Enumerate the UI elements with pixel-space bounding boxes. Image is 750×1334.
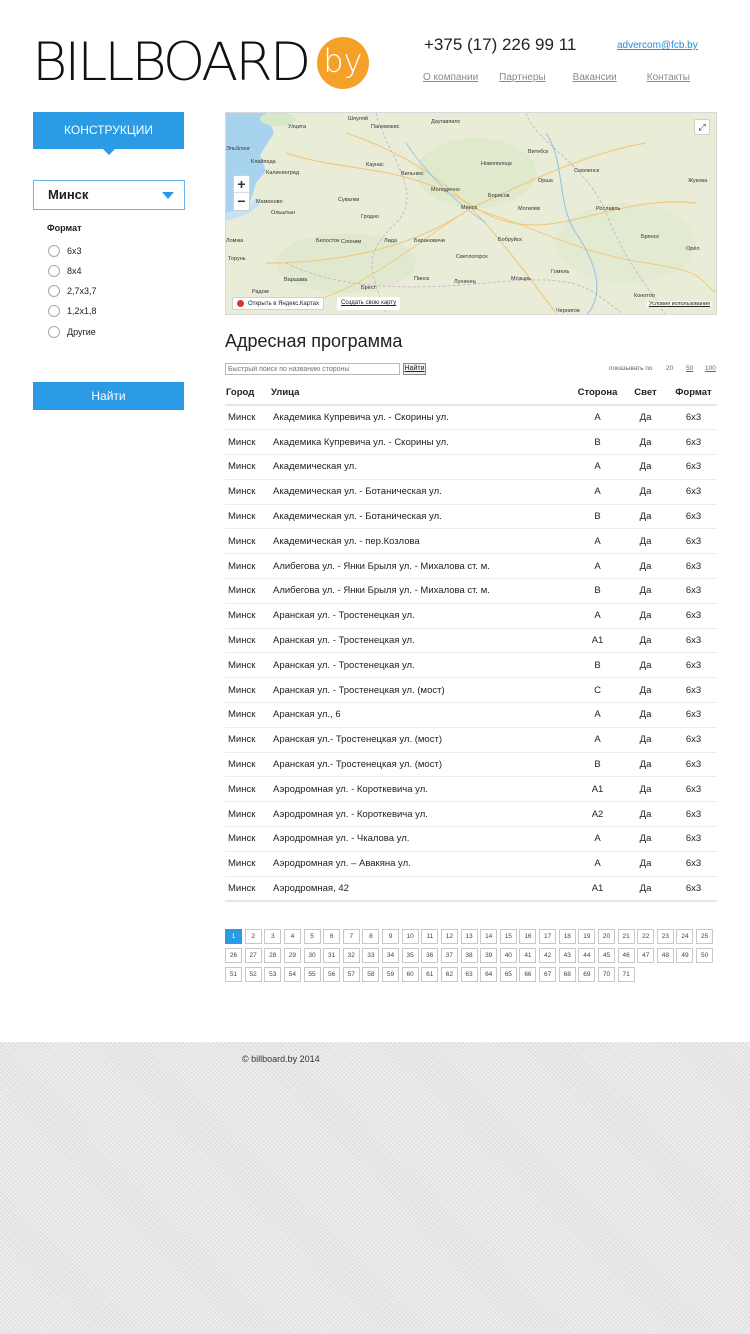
cell-street: Академическая ул.: [269, 455, 574, 480]
cell-city: Минск: [225, 777, 269, 802]
cell-light: Да: [621, 628, 670, 653]
open-in-yandex-button[interactable]: [232, 297, 324, 310]
page-button[interactable]: 50: [696, 948, 713, 963]
map-place-label: Каунас: [366, 162, 384, 168]
page-button[interactable]: 42: [539, 948, 556, 963]
page-button[interactable]: 19: [578, 929, 595, 944]
page-button[interactable]: 53: [264, 967, 281, 982]
page-button[interactable]: 31: [323, 948, 340, 963]
cell-light: Да: [621, 455, 670, 480]
map-place-label: Орша: [538, 178, 553, 184]
table-row[interactable]: [225, 529, 717, 554]
column-header-side[interactable]: Сторона: [574, 380, 621, 405]
constructions-button[interactable]: КОНСТРУКЦИИ: [33, 112, 184, 149]
cell-city: Минск: [225, 727, 269, 752]
radio-button[interactable]: [48, 245, 60, 257]
show-by-option[interactable]: 100: [705, 365, 716, 372]
cell-street: Аранская ул.- Тростенецкая ул. (мост): [269, 752, 574, 777]
cell-format: 6x3: [670, 802, 717, 827]
page-button[interactable]: 27: [245, 948, 262, 963]
format-option-label: 6x3: [67, 246, 82, 256]
map-place-label: Борисов: [488, 193, 510, 199]
cell-light: Да: [621, 529, 670, 554]
column-header-light[interactable]: Свет: [621, 380, 670, 405]
search-button[interactable]: Найти: [403, 363, 426, 375]
cell-format: 6x3: [670, 554, 717, 579]
page-button[interactable]: 41: [519, 948, 536, 963]
cell-city: Минск: [225, 851, 269, 876]
cell-format: 6x3: [670, 827, 717, 852]
column-header-format[interactable]: Формат: [670, 380, 717, 405]
cell-city: Минск: [225, 827, 269, 852]
page-button[interactable]: 4: [284, 929, 301, 944]
address-table: [225, 380, 717, 902]
cell-format: 6x3: [670, 430, 717, 455]
table-row[interactable]: [225, 876, 717, 901]
table-row[interactable]: [225, 777, 717, 802]
map-place-label: Светлогорск: [456, 254, 488, 260]
cell-street: Аэродромная ул. – Авакяна ул.: [269, 851, 574, 876]
fullscreen-icon[interactable]: ⤢: [694, 119, 710, 135]
table-row[interactable]: [225, 579, 717, 604]
page-button[interactable]: 7: [343, 929, 360, 944]
page-button[interactable]: 24: [676, 929, 693, 944]
cell-street: Аэродромная, 42: [269, 876, 574, 901]
cell-city: Минск: [225, 579, 269, 604]
cell-street: Аранская ул.- Тростенецкая ул. (мост): [269, 727, 574, 752]
table-row[interactable]: [225, 479, 717, 504]
page-button[interactable]: 60: [402, 967, 419, 982]
map-place-label: Мамоново: [256, 199, 283, 205]
cell-side: В: [574, 752, 621, 777]
table-row[interactable]: [225, 455, 717, 480]
table-row[interactable]: [225, 405, 717, 430]
cell-format: 6x3: [670, 455, 717, 480]
phone-number: +375 (17) 226 99 11: [424, 35, 577, 54]
page-button[interactable]: 70: [598, 967, 615, 982]
cell-street: Аранская ул. - Тростенецкая ул. (мост): [269, 678, 574, 703]
map-place-label: Смоленск: [574, 168, 600, 174]
page-button[interactable]: 13: [461, 929, 478, 944]
page-button[interactable]: 54: [284, 967, 301, 982]
cell-light: Да: [621, 603, 670, 628]
page-button[interactable]: 66: [519, 967, 536, 982]
page-button[interactable]: 26: [225, 948, 242, 963]
page-button[interactable]: 69: [578, 967, 595, 982]
map-place-label: Гродно: [361, 214, 379, 220]
city-select-value: Минск: [48, 187, 89, 202]
cell-light: Да: [621, 479, 670, 504]
page-button[interactable]: 25: [696, 929, 713, 944]
cell-light: Да: [621, 430, 670, 455]
cell-side: А: [574, 529, 621, 554]
page-button[interactable]: 59: [382, 967, 399, 982]
open-in-yandex-label: Открыть в Яндекс.Картах: [248, 300, 319, 307]
map-place-label: Гомель: [551, 269, 570, 275]
table-body: [225, 405, 717, 901]
cell-side: А: [574, 827, 621, 852]
page-button[interactable]: 14: [480, 929, 497, 944]
zoom-out-button[interactable]: −: [237, 193, 246, 209]
page-button[interactable]: 64: [480, 967, 497, 982]
map-place-label: Бобруйск: [498, 237, 522, 243]
page-button[interactable]: 15: [500, 929, 517, 944]
cell-format: 6x3: [670, 727, 717, 752]
map-place-label: Витебск: [528, 149, 549, 155]
format-option[interactable]: [48, 265, 82, 277]
cell-format: 6x3: [670, 405, 717, 430]
cell-city: Минск: [225, 876, 269, 901]
cell-format: 6x3: [670, 504, 717, 529]
map-place-label: Минск: [461, 205, 477, 211]
map-place-label: Молодечно: [431, 187, 460, 193]
cell-format: 6x3: [670, 603, 717, 628]
map-place-label: Мозырь: [511, 276, 532, 282]
cell-light: Да: [621, 405, 670, 430]
cell-light: Да: [621, 703, 670, 728]
logo-badge: by: [317, 37, 369, 89]
cell-side: А: [574, 703, 621, 728]
top-nav: [423, 72, 690, 83]
map-place-label: Сувалки: [338, 197, 360, 203]
page-button[interactable]: 5: [304, 929, 321, 944]
page-button[interactable]: 58: [362, 967, 379, 982]
page-button[interactable]: 6: [323, 929, 340, 944]
cell-light: Да: [621, 727, 670, 752]
copyright: © billboard.by 2014: [242, 1054, 320, 1064]
cell-format: 6x3: [670, 851, 717, 876]
page-button[interactable]: 29: [284, 948, 301, 963]
map-place-label: Вильнюс: [401, 171, 424, 177]
format-option[interactable]: [48, 326, 96, 338]
page-button[interactable]: 40: [500, 948, 517, 963]
cell-side: А: [574, 479, 621, 504]
cell-city: Минск: [225, 405, 269, 430]
page-button[interactable]: 37: [441, 948, 458, 963]
cell-format: 6x3: [670, 752, 717, 777]
cell-light: Да: [621, 827, 670, 852]
page-button[interactable]: 46: [618, 948, 635, 963]
nav-contacts[interactable]: Контакты: [646, 72, 690, 83]
map-place-label: Радом: [252, 289, 269, 295]
cell-street: Аранская ул. - Тростенецкая ул.: [269, 653, 574, 678]
map-place-label: Брест: [361, 285, 376, 291]
email-link[interactable]: advercom@fcb.by: [617, 40, 698, 51]
format-option[interactable]: [48, 305, 97, 317]
page-button[interactable]: 17: [539, 929, 556, 944]
show-by-label: показывать по: [609, 365, 653, 372]
page-button[interactable]: 21: [618, 929, 635, 944]
cell-light: Да: [621, 554, 670, 579]
page-button[interactable]: 3: [264, 929, 281, 944]
nav-partners[interactable]: Партнеры: [499, 72, 546, 83]
page-button[interactable]: 43: [559, 948, 576, 963]
map-place-label: Рославль: [596, 206, 621, 212]
format-option-label: Другие: [67, 327, 96, 337]
page-button[interactable]: 32: [343, 948, 360, 963]
page-button[interactable]: 30: [304, 948, 321, 963]
cell-street: Академика Купревича ул. - Скорины ул.: [269, 430, 574, 455]
column-header-street[interactable]: Улица: [269, 380, 574, 405]
map-place-label: Слоним: [341, 239, 362, 245]
page-button[interactable]: 44: [578, 948, 595, 963]
map-place-label: Чернигов: [556, 308, 580, 314]
page-button[interactable]: 28: [264, 948, 281, 963]
page-button[interactable]: 33: [362, 948, 379, 963]
map-place-label: Эльблонг: [226, 146, 251, 152]
cell-side: А: [574, 603, 621, 628]
map[interactable]: [225, 112, 717, 315]
cell-city: Минск: [225, 628, 269, 653]
cell-city: Минск: [225, 678, 269, 703]
cell-side: А1: [574, 777, 621, 802]
page-button[interactable]: 55: [304, 967, 321, 982]
cell-city: Минск: [225, 455, 269, 480]
cell-side: А2: [574, 802, 621, 827]
page-button[interactable]: 57: [343, 967, 360, 982]
page-button[interactable]: 67: [539, 967, 556, 982]
cell-side: А: [574, 851, 621, 876]
page-button[interactable]: 11: [421, 929, 438, 944]
page-button[interactable]: 61: [421, 967, 438, 982]
terms-link[interactable]: Условия использования: [648, 301, 710, 307]
page-button[interactable]: 56: [323, 967, 340, 982]
cell-side: А: [574, 554, 621, 579]
map-place-label: Ломжа: [226, 238, 244, 244]
page-button[interactable]: 35: [402, 948, 419, 963]
cell-city: Минск: [225, 504, 269, 529]
cell-city: Минск: [225, 603, 269, 628]
cell-city: Минск: [225, 430, 269, 455]
table-row[interactable]: [225, 554, 717, 579]
cell-format: 6x3: [670, 479, 717, 504]
format-option-label: 2,7x3,7: [67, 286, 97, 296]
page-button[interactable]: 34: [382, 948, 399, 963]
page-button[interactable]: 36: [421, 948, 438, 963]
cell-city: Минск: [225, 554, 269, 579]
cell-side: В: [574, 430, 621, 455]
cell-side: В: [574, 579, 621, 604]
cell-light: Да: [621, 504, 670, 529]
cell-street: Аранская ул., 6: [269, 703, 574, 728]
page-button[interactable]: 68: [559, 967, 576, 982]
city-select[interactable]: [33, 180, 185, 210]
cell-light: Да: [621, 752, 670, 777]
footer: [0, 1042, 750, 1334]
page-button[interactable]: 8: [362, 929, 379, 944]
page-button[interactable]: 12: [441, 929, 458, 944]
show-by-option[interactable]: 20: [666, 365, 674, 372]
show-by-option[interactable]: 50: [686, 365, 694, 372]
format-label: Формат: [47, 223, 82, 233]
cell-light: Да: [621, 851, 670, 876]
cell-city: Минск: [225, 529, 269, 554]
page-button[interactable]: 22: [637, 929, 654, 944]
map-place-label: Белосток: [316, 238, 340, 244]
cell-light: Да: [621, 777, 670, 802]
cell-street: Аэродромная ул. - Короткевича ул.: [269, 777, 574, 802]
table-header-row: [225, 380, 717, 405]
map-place-label: Торунь: [228, 256, 246, 262]
map-place-label: Могилёв: [518, 206, 540, 212]
radio-button[interactable]: [48, 285, 60, 297]
page-button[interactable]: 65: [500, 967, 517, 982]
cell-format: 6x3: [670, 653, 717, 678]
radio-button[interactable]: [48, 305, 60, 317]
format-option-label: 8x4: [67, 266, 82, 276]
cell-street: Алибегова ул. - Янки Брыля ул. - Михалова ст. м.: [269, 554, 574, 579]
page-button[interactable]: 1: [225, 929, 242, 944]
page-button[interactable]: 23: [657, 929, 674, 944]
find-button[interactable]: Найти: [33, 382, 184, 410]
cell-side: В: [574, 504, 621, 529]
table-row[interactable]: [225, 827, 717, 852]
cell-street: Алибегова ул. - Янки Брыля ул. - Михалова ст. м.: [269, 579, 574, 604]
page-button[interactable]: 39: [480, 948, 497, 963]
cell-format: 6x3: [670, 876, 717, 901]
cell-format: 6x3: [670, 628, 717, 653]
cell-city: Минск: [225, 703, 269, 728]
map-place-label: Калининград: [266, 170, 300, 176]
cell-street: Академическая ул. - Ботаническая ул.: [269, 504, 574, 529]
map-place-label: Паневежис: [371, 124, 400, 130]
format-option[interactable]: [48, 285, 97, 297]
table-row[interactable]: [225, 628, 717, 653]
cell-side: А: [574, 727, 621, 752]
cell-format: 6x3: [670, 703, 717, 728]
cell-side: С: [574, 678, 621, 703]
cell-city: Минск: [225, 752, 269, 777]
cell-street: Академическая ул. - пер.Козлова: [269, 529, 574, 554]
page-button[interactable]: 20: [598, 929, 615, 944]
map-place-label: Лида: [384, 238, 397, 244]
page-title: Адресная программа: [225, 331, 403, 351]
map-place-label: Лунинец: [454, 279, 476, 285]
table-row[interactable]: [225, 603, 717, 628]
table-row[interactable]: [225, 430, 717, 455]
radio-button[interactable]: [48, 326, 60, 338]
cell-light: Да: [621, 678, 670, 703]
map-place-label: Барановичи: [414, 238, 445, 244]
cell-light: Да: [621, 876, 670, 901]
map-place-label: Пинск: [414, 276, 430, 282]
page-button[interactable]: 10: [402, 929, 419, 944]
cell-format: 6x3: [670, 529, 717, 554]
map-place-label: Новополоцк: [481, 161, 512, 167]
map-place-label: Орёл: [686, 246, 700, 252]
table-row[interactable]: [225, 504, 717, 529]
map-place-label: Ольштын: [271, 210, 296, 216]
map-place-label: Клайпеда: [251, 159, 276, 165]
format-option[interactable]: [48, 245, 82, 257]
map-pin-icon: [237, 300, 244, 307]
map-place-label: Конотоп: [634, 293, 655, 299]
cell-side: В: [574, 653, 621, 678]
map-place-label: Даугавпилс: [431, 119, 461, 125]
cell-side: А: [574, 405, 621, 430]
cell-light: Да: [621, 802, 670, 827]
page-button[interactable]: 51: [225, 967, 242, 982]
cell-street: Академика Купревича ул. - Скорины ул.: [269, 405, 574, 430]
search-input[interactable]: [225, 363, 400, 375]
cell-format: 6x3: [670, 777, 717, 802]
page-button[interactable]: 71: [618, 967, 635, 982]
map-place-label: Шяуляй: [348, 116, 368, 122]
page-button[interactable]: 63: [461, 967, 478, 982]
cell-format: 6x3: [670, 678, 717, 703]
cell-street: Академическая ул. - Ботаническая ул.: [269, 479, 574, 504]
page-button[interactable]: 2: [245, 929, 262, 944]
nav-about[interactable]: О компании: [423, 72, 479, 83]
zoom-in-button[interactable]: +: [234, 176, 249, 193]
cell-side: А: [574, 455, 621, 480]
table-row[interactable]: [225, 752, 717, 777]
page-button[interactable]: 62: [441, 967, 458, 982]
map-place-label: Улцита: [288, 124, 307, 130]
create-map-link[interactable]: Создать свою карту: [337, 297, 400, 310]
page-button[interactable]: 9: [382, 929, 399, 944]
chevron-down-icon: [162, 192, 174, 199]
cell-side: А1: [574, 876, 621, 901]
page-button[interactable]: 49: [676, 948, 693, 963]
cell-light: Да: [621, 579, 670, 604]
table-row[interactable]: [225, 727, 717, 752]
table-row[interactable]: [225, 802, 717, 827]
page-button[interactable]: 16: [519, 929, 536, 944]
map-zoom-control: [233, 175, 250, 211]
cell-city: Минск: [225, 653, 269, 678]
cell-street: Аранская ул. - Тростенецкая ул.: [269, 628, 574, 653]
cell-format: 6x3: [670, 579, 717, 604]
cell-side: А1: [574, 628, 621, 653]
map-place-label: Варшава: [284, 277, 308, 283]
cell-city: Минск: [225, 802, 269, 827]
page-button[interactable]: 18: [559, 929, 576, 944]
table-row[interactable]: [225, 678, 717, 703]
nav-vacancies[interactable]: Вакансии: [572, 72, 617, 83]
page-button[interactable]: 48: [657, 948, 674, 963]
table-row[interactable]: [225, 703, 717, 728]
page-button[interactable]: 38: [461, 948, 478, 963]
radio-button[interactable]: [48, 265, 60, 277]
map-place-label: Брянск: [641, 234, 659, 240]
page-button[interactable]: 45: [598, 948, 615, 963]
cell-street: Аэродромная ул. - Короткевича ул.: [269, 802, 574, 827]
cell-street: Аэродромная ул. - Чкалова ул.: [269, 827, 574, 852]
logo-text: BILLBOARD: [32, 32, 309, 93]
table-row[interactable]: [225, 653, 717, 678]
table-row[interactable]: [225, 851, 717, 876]
column-header-city[interactable]: Город: [225, 380, 269, 405]
cell-city: Минск: [225, 479, 269, 504]
map-place-label: Жукова: [688, 178, 708, 184]
page-button[interactable]: 47: [637, 948, 654, 963]
format-option-label: 1,2x1,8: [67, 306, 97, 316]
page-button[interactable]: 52: [245, 967, 262, 982]
logo[interactable]: [32, 32, 369, 93]
cell-street: Аранская ул. - Тростенецкая ул.: [269, 603, 574, 628]
cell-light: Да: [621, 653, 670, 678]
